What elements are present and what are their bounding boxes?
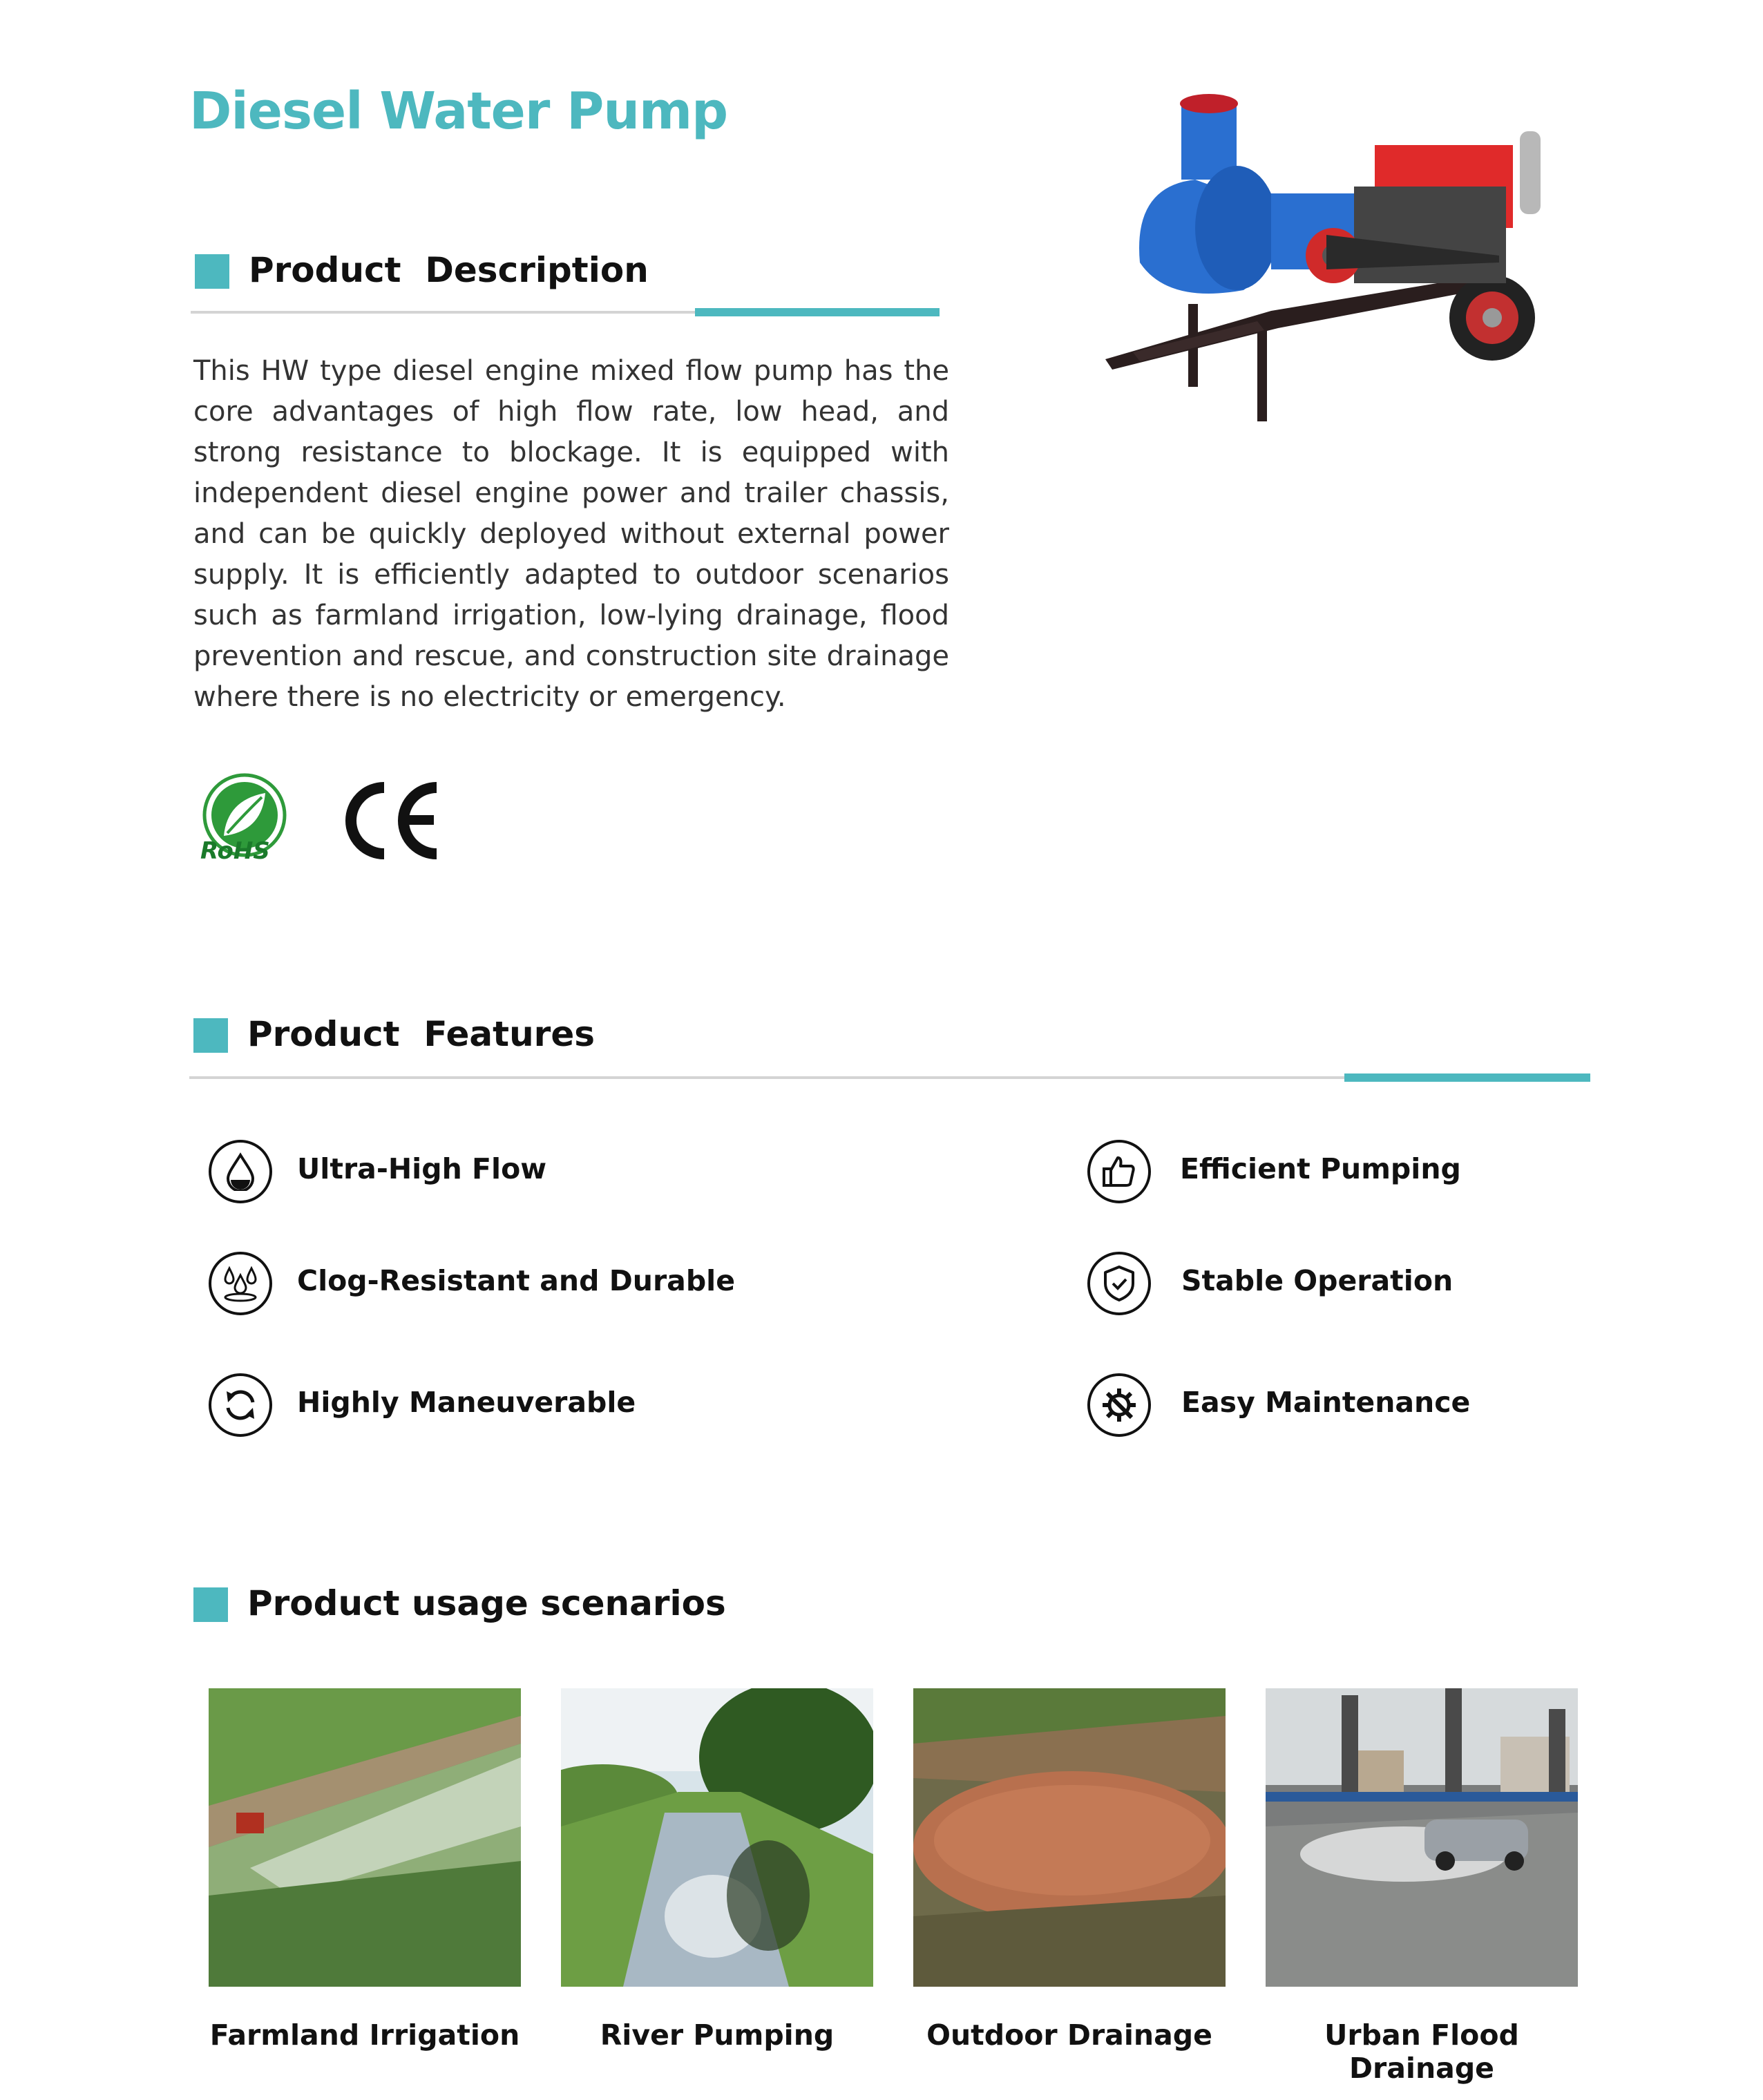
description-heading: Product Description <box>249 250 649 290</box>
scenario-image-drainage <box>913 1688 1226 1987</box>
thumbs-up-icon <box>1087 1140 1151 1203</box>
scenario-image-farmland <box>209 1688 521 1987</box>
droplets-icon <box>209 1252 272 1315</box>
features-heading: Product Features <box>247 1014 595 1054</box>
gear-wrench-icon <box>1087 1373 1151 1437</box>
description-text: This HW type diesel engine mixed flow pump has the core advantages of high flow rate, low head, and strong resistance to blockage. It is equipped with independent diesel engine power and trailer chassis, and can be quickly deployed without external power supply. It is efficiently adapted to outdoor scenarios such as farmland irrigation, low-lying drainage, flood prevention and rescue, and construction site drainage where there is no electricity or emergency. <box>193 355 949 713</box>
accent-divider <box>1344 1073 1590 1082</box>
shield-check-icon <box>1087 1252 1151 1315</box>
accent-divider <box>695 308 940 316</box>
rohs-logo <box>196 772 293 869</box>
scenario-label: Farmland Irrigation <box>209 2018 520 2052</box>
scenario-label: River Pumping <box>600 2018 835 2052</box>
feature-label: Stable Operation <box>1181 1264 1454 1297</box>
scenario-image-river <box>561 1688 873 1987</box>
refresh-icon <box>209 1373 272 1437</box>
product-image-pump <box>1092 76 1561 435</box>
feature-label: Ultra-High Flow <box>297 1152 547 1185</box>
feature-label: Efficient Pumping <box>1180 1152 1461 1185</box>
feature-label: Highly Maneuverable <box>297 1386 636 1419</box>
divider <box>191 311 702 314</box>
section-marker <box>193 1587 228 1622</box>
page-title: Diesel Water Pump <box>189 82 728 141</box>
scenario-label: Outdoor Drainage <box>926 2018 1212 2052</box>
section-marker <box>195 254 229 289</box>
feature-label: Easy Maintenance <box>1181 1386 1471 1419</box>
scenario-label: Urban Flood Drainage <box>1324 2018 1519 2085</box>
section-marker <box>193 1018 228 1053</box>
feature-label: Clog-Resistant and Durable <box>297 1264 736 1297</box>
rohs-text: RoHS <box>200 837 270 865</box>
water-drop-icon <box>209 1140 272 1203</box>
scenario-image-urban-flood <box>1266 1688 1578 1987</box>
ce-logo <box>341 772 445 869</box>
scenarios-heading: Product usage scenarios <box>247 1583 726 1623</box>
